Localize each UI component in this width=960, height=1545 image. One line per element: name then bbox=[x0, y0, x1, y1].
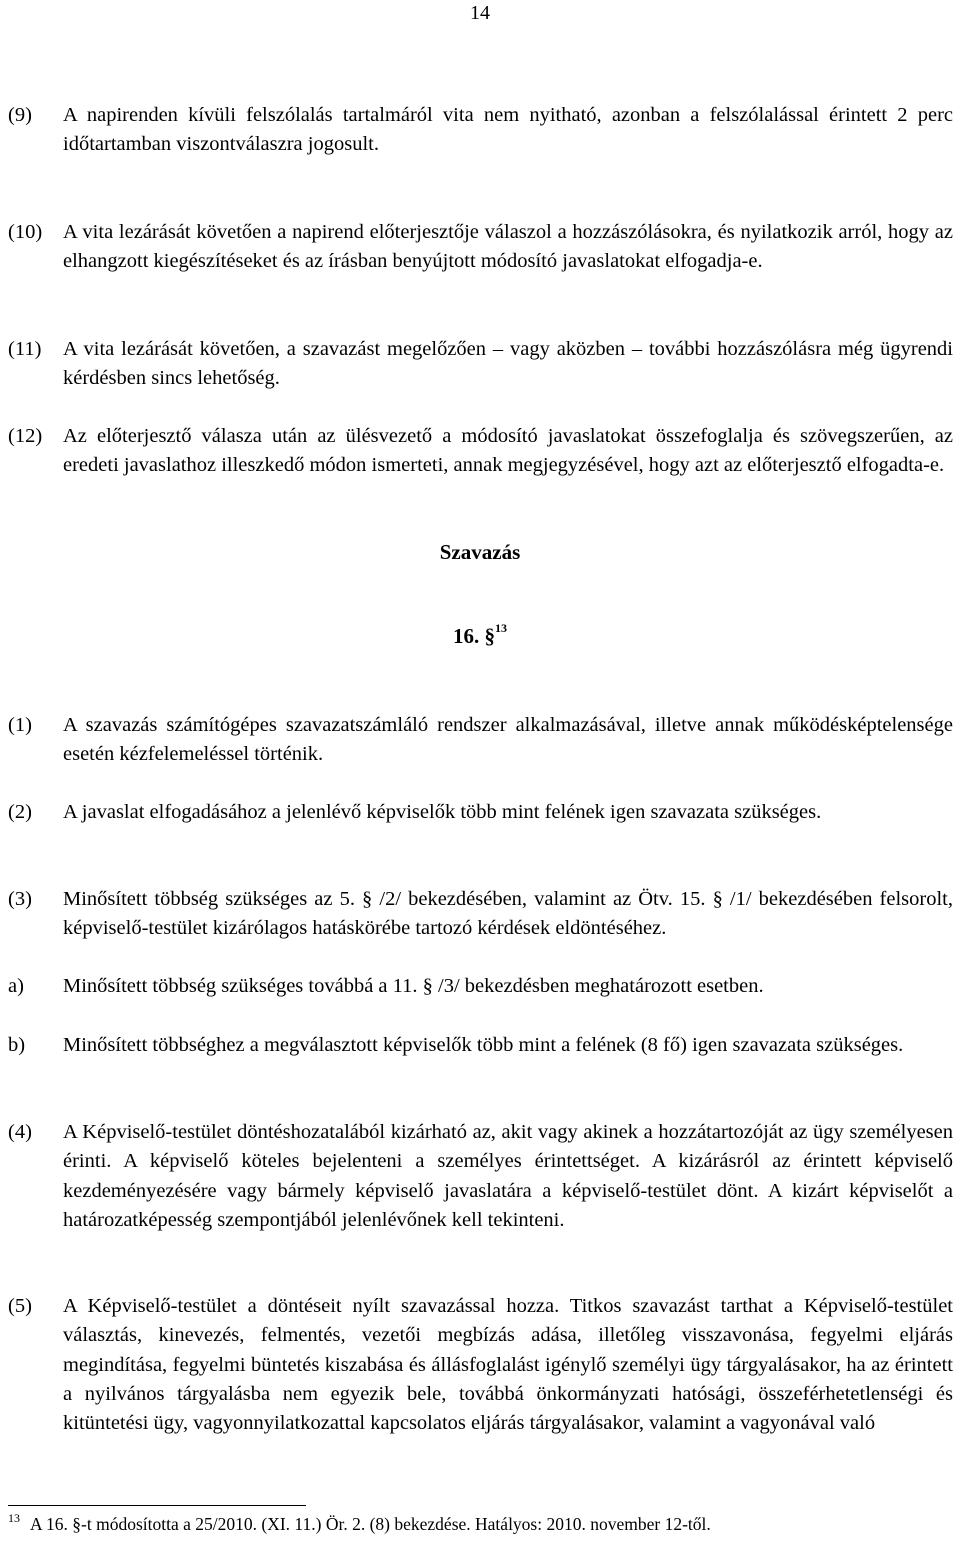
paragraph-text: A szavazás számítógépes szavazatszámláló rendszer alkalmazásával, illetve annak működésképtelensége esetén kézfelemeléssel történik. bbox=[63, 714, 953, 766]
paragraph-text: Minősített többség szükséges továbbá a 11. § /3/ bekezdésben meghatározott esetben. bbox=[63, 975, 764, 997]
paragraph-10 bbox=[8, 218, 953, 277]
paragraph-5 bbox=[8, 1292, 953, 1438]
paragraph-4 bbox=[8, 1118, 953, 1235]
paragraph-number: b) bbox=[8, 1034, 26, 1056]
paragraph-text: A vita lezárását követően a napirend előterjesztője válaszol a hozzászólásokra, és nyilatkozik arról, hogy az elhangzott kiegészítéseket és az írásban benyújtott módosító javaslatokat elfogadja-e. bbox=[63, 221, 953, 273]
paragraph-number: (3) bbox=[8, 888, 32, 910]
page-number: 14 bbox=[470, 2, 490, 24]
section-title: Szavazás bbox=[439, 540, 521, 564]
paragraph-b bbox=[8, 1031, 953, 1060]
paragraph-12 bbox=[8, 422, 953, 481]
paragraph-a bbox=[8, 972, 953, 1001]
paragraph-11 bbox=[8, 335, 953, 394]
paragraph-number: (1) bbox=[8, 714, 32, 736]
footnote-text: A 16. §-t módosította a 25/2010. (XI. 11.) Ör. 2. (8) bekezdése. Hatályos: 2010. november 12-től. bbox=[30, 1514, 711, 1534]
paragraph-text: Minősített többséghez a megválasztott képviselők több mint a felének (8 fő) igen szavazata szükséges. bbox=[63, 1034, 904, 1056]
footnote bbox=[8, 1511, 711, 1535]
paragraph-text: A vita lezárását követően, a szavazást megelőzően – vagy aközben – további hozzászólásra még ügyrendi kérdésben sincs lehetőség. bbox=[63, 338, 953, 390]
paragraph-number: (12) bbox=[8, 425, 43, 447]
paragraph-number: (11) bbox=[8, 338, 42, 360]
paragraph-number: (9) bbox=[8, 104, 32, 126]
footnote-ref: 13 bbox=[495, 621, 507, 635]
paragraph-1 bbox=[8, 711, 953, 770]
paragraph-text: A Képviselő-testület döntéshozatalából kizárható az, akit vagy akinek a hozzátartozóját az ügy személyesen érinti. A képviselő köteles bejelenteni a személyes érintettséget. A kizárásról az érintett képviselő kezdeményezésére vagy bármely képviselő javaslatára a képviselő-testület dönt. A kizárt képviselőt a határozatképesség szempontjából jelenlévőnek kell tekinteni. bbox=[63, 1121, 953, 1231]
paragraph-number: (5) bbox=[8, 1295, 32, 1317]
paragraph-number: a) bbox=[8, 975, 24, 997]
section-number-text: 16. § bbox=[453, 624, 495, 648]
paragraph-number: (4) bbox=[8, 1121, 32, 1143]
footnote-marker: 13 bbox=[8, 1511, 20, 1525]
paragraph-text: A napirenden kívüli felszólalás tartalmáról vita nem nyitható, azonban a felszólalással érintett 2 perc időtartamban viszontválaszra jogosult. bbox=[63, 104, 953, 156]
paragraph-number: (2) bbox=[8, 801, 32, 823]
paragraph-text: Minősített többség szükséges az 5. § /2/ bekezdésében, valamint az Ötv. 15. § /1/ bekezdésében felsorolt, képviselő-testület kizárólagos hatáskörébe tartozó kérdések eldöntéséhez. bbox=[63, 888, 953, 940]
paragraph-3 bbox=[8, 885, 953, 944]
paragraph-2 bbox=[8, 798, 953, 827]
paragraph-number: (10) bbox=[8, 221, 43, 243]
paragraph-9 bbox=[8, 101, 953, 160]
paragraph-text: A javaslat elfogadásához a jelenlévő képviselők több mint felének igen szavazata szükséges. bbox=[63, 801, 822, 823]
footnote-separator bbox=[8, 1505, 306, 1506]
section-number bbox=[0, 621, 960, 649]
paragraph-text: Az előterjesztő válasza után az ülésvezető a módosító javaslatokat összefoglalja és szövegszerűen, az eredeti javaslathoz illeszkedő módon ismerteti, annak megjegyzésével, hogy azt az előterjesztő elfogadta-e. bbox=[63, 425, 953, 477]
paragraph-text: A Képviselő-testület a döntéseit nyílt szavazással hozza. Titkos szavazást tarthat a Képviselő-testület választás, kinevezés, felmentés, vezetői megbízás adása, illetőleg visszavonása, fegyelmi eljárás megindítása, fegyelmi büntetés kiszabása és állásfoglalást igénylő személyi ügy tárgyalásakor, ha az érintett a nyilvános tárgyalásba nem egyezik bele, továbbá önkormányzati hatósági, összeférhetetlenségi és kitüntetési ügy, vagyonnyilatkozattal kapcsolatos eljárás tárgyalásakor, valamint a vagyonával való bbox=[63, 1295, 953, 1435]
